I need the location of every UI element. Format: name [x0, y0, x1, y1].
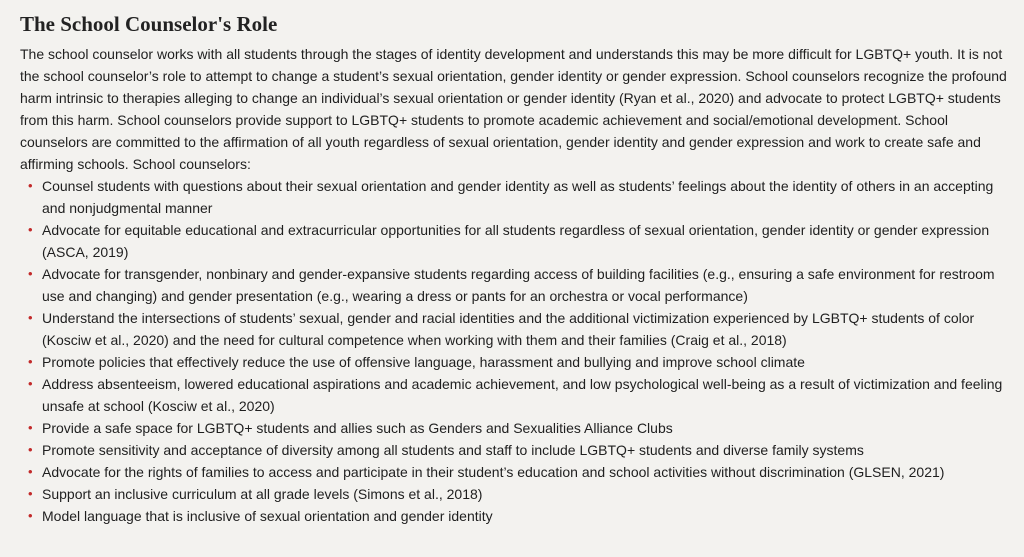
list-item [22, 417, 1010, 439]
responsibilities-list [20, 175, 1010, 527]
bullet-icon: • [28, 464, 33, 479]
list-item-text: Provide a safe space for LGBTQ+ students and allies such as Genders and Sexualities Alliance Clubs [42, 420, 673, 436]
list-item-text: Address absenteeism, lowered educational aspirations and academic achievement, and low psychological well-being as a result of victimization and feeling unsafe at school (Kosciw et al., 2020) [42, 376, 1003, 414]
list-item-text: Counsel students with questions about their sexual orientation and gender identity as well as students’ feelings about the identity of others in an accepting and nonjudgmental manner [42, 178, 994, 216]
list-item [22, 373, 1010, 417]
list-item [22, 219, 1010, 263]
list-item [22, 351, 1010, 373]
bullet-icon: • [28, 354, 33, 369]
list-item [22, 505, 1010, 527]
list-item-text: Advocate for transgender, nonbinary and gender-expansive students regarding access of building facilities (e.g., ensuring a safe environment for restroom use and changing) and gender presentation (e.g., wearing a dress or pants for an orchestra or vocal performance) [42, 266, 995, 304]
list-item [22, 461, 1010, 483]
list-item [22, 307, 1010, 351]
bullet-icon: • [28, 178, 33, 193]
list-item [22, 175, 1010, 219]
list-item-text: Understand the intersections of students’ sexual, gender and racial identities and the additional victimization experienced by LGBTQ+ students of color (Kosciw et al., 2020) and the need for cultural competence when working with them and their families (Craig et al., 2018) [42, 310, 975, 348]
list-item-text: Model language that is inclusive of sexual orientation and gender identity [42, 508, 493, 524]
bullet-icon: • [28, 442, 33, 457]
list-item-text: Promote policies that effectively reduce the use of offensive language, harassment and bullying and improve school climate [42, 354, 805, 370]
list-item [22, 263, 1010, 307]
list-item [22, 483, 1010, 505]
intro-paragraph: The school counselor works with all students through the stages of identity development and understands this may be more difficult for LGBTQ+ youth. It is not the school counselor’s role to attempt to change a student’s sexual orientation, gender identity or gender expression. School counselors recognize the profound harm intrinsic to therapies alleging to change an individual’s sexual orientation or gender identity (Ryan et al., 2020) and advocate to protect LGBTQ+ students from this harm. School counselors provide support to LGBTQ+ students to promote academic achievement and social/emotional development. School counselors are committed to the affirmation of all youth regardless of sexual orientation, gender identity and gender expression and work to create safe and affirming schools. School counselors: [20, 46, 1007, 172]
bullet-icon: • [28, 222, 33, 237]
bullet-icon: • [28, 376, 33, 391]
section-title: The School Counselor's Role [20, 12, 278, 36]
list-item-text: Advocate for equitable educational and extracurricular opportunities for all students regardless of sexual orientation, gender identity or gender expression (ASCA, 2019) [42, 222, 990, 260]
list-item-text: Promote sensitivity and acceptance of diversity among all students and staff to include LGBTQ+ students and diverse family systems [42, 442, 864, 458]
bullet-icon: • [28, 420, 33, 435]
bullet-icon: • [28, 508, 33, 523]
bullet-icon: • [28, 486, 33, 501]
bullet-icon: • [28, 310, 33, 325]
list-item-text: Advocate for the rights of families to access and participate in their student’s education and school activities without discrimination (GLSEN, 2021) [42, 464, 945, 480]
list-item [22, 439, 1010, 461]
list-item-text: Support an inclusive curriculum at all grade levels (Simons et al., 2018) [42, 486, 483, 502]
bullet-icon: • [28, 266, 33, 281]
